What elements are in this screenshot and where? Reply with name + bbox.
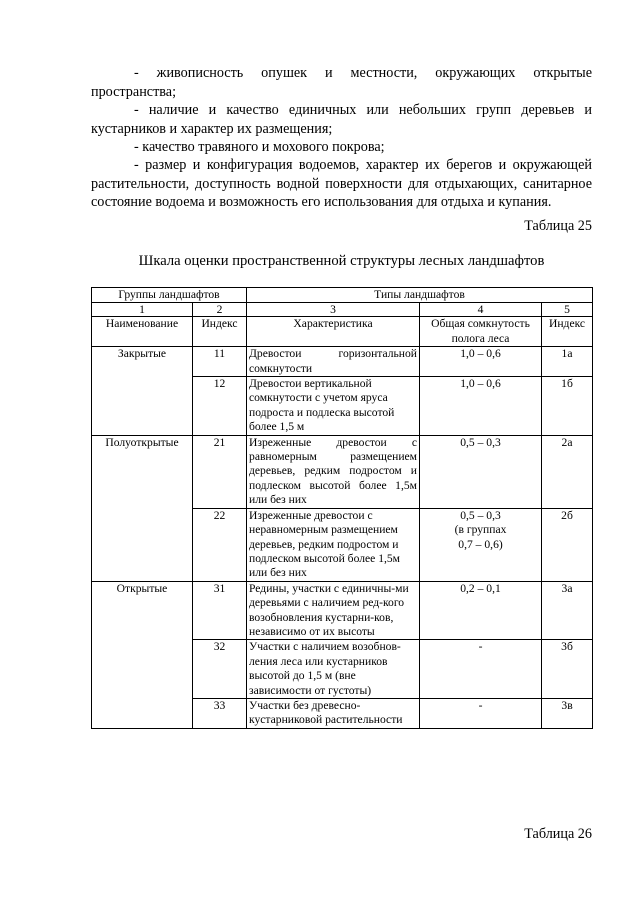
canopy-density: 1,0 – 0,6 xyxy=(420,377,542,436)
canopy-density: 0,5 – 0,3 xyxy=(460,508,501,522)
type-description: Изреженные древостои с неравномерным размещением деревьев, редким подростом и подлеском высотой более 1,5м или без них xyxy=(247,508,420,581)
column-header-code: Индекс xyxy=(542,317,593,347)
canopy-density: 0,5 – 0,3 xyxy=(420,435,542,508)
type-code: 2б xyxy=(542,508,593,581)
column-header-row xyxy=(92,317,593,347)
canopy-density: - xyxy=(420,698,542,728)
group-name: Открытые xyxy=(92,581,193,728)
table-row xyxy=(92,435,593,508)
type-description: Изреженные древостои с равномерным размещением деревьев, редким подростом и подлеском высотой более 1,5м или без них xyxy=(247,435,420,508)
table-25-label: Таблица 25 xyxy=(524,218,592,234)
type-index: 22 xyxy=(193,508,247,581)
column-header-description: Характеристика xyxy=(247,317,420,347)
canopy-density-note: (в группах xyxy=(454,523,507,537)
type-description: Участки без древесно-кустарниковой растительности xyxy=(247,698,420,728)
paragraph-water: - размер и конфигурация водоемов, характер их берегов и окружающей растительности, доступность водной поверхности для отдыхающих, санитарное состояние водоема и возможность его использования для отдыха и купания. xyxy=(91,157,592,210)
column-number: 4 xyxy=(420,303,542,317)
type-index: 31 xyxy=(193,581,247,640)
column-header-name: Наименование xyxy=(92,317,193,347)
type-code: 1а xyxy=(542,347,593,377)
paragraph-grass: - качество травяного и мохового покрова; xyxy=(134,139,385,155)
type-code: 1б xyxy=(542,377,593,436)
column-number-row xyxy=(92,303,593,317)
canopy-density: 1,0 – 0,6 xyxy=(420,347,542,377)
type-index: 11 xyxy=(193,347,247,377)
group-header: Группы ландшафтов xyxy=(92,288,247,303)
group-name: Полуоткрытые xyxy=(92,435,193,581)
column-number: 3 xyxy=(247,303,420,317)
type-index: 33 xyxy=(193,698,247,728)
canopy-density-note: 0,7 – 0,6) xyxy=(458,537,503,551)
paragraph-trees: - наличие и качество единичных или небольших групп деревьев и кустарников и характер их размещения; xyxy=(91,102,592,137)
landscape-structure-table xyxy=(91,287,593,729)
canopy-density: 0,2 – 0,1 xyxy=(420,581,542,640)
type-index: 32 xyxy=(193,640,247,699)
table-row xyxy=(92,581,593,640)
type-header: Типы ландшафтов xyxy=(247,288,593,303)
canopy-density: - xyxy=(420,640,542,699)
type-code: 3а xyxy=(542,581,593,640)
column-number: 2 xyxy=(193,303,247,317)
type-code: 3б xyxy=(542,640,593,699)
table-group-header-row xyxy=(92,288,593,303)
canopy-density-cell xyxy=(420,508,542,581)
type-description: Древостои вертикальной сомкнутости с учетом яруса подроста и подлеска высотой более 1,5 м xyxy=(247,377,420,436)
type-description: Участки с наличием возобнов-ления леса или кустарников высотой до 1,5 м (вне зависимости от густоты) xyxy=(247,640,420,699)
type-code: 3в xyxy=(542,698,593,728)
type-index: 21 xyxy=(193,435,247,508)
type-index: 12 xyxy=(193,377,247,436)
table-26-label: Таблица 26 xyxy=(524,826,592,842)
type-description: Древостои горизонтальной сомкнутости xyxy=(247,347,420,377)
type-code: 2а xyxy=(542,435,593,508)
table-title: Шкала оценки пространственной структуры лесных ландшафтов xyxy=(138,253,545,269)
paragraph-edges: - живописность опушек и местности, окружающих открытые пространства; xyxy=(91,65,592,100)
table-row xyxy=(92,347,593,377)
column-number: 1 xyxy=(92,303,193,317)
column-header-index: Индекс xyxy=(193,317,247,347)
group-name: Закрытые xyxy=(92,347,193,435)
column-number: 5 xyxy=(542,303,593,317)
column-header-density: Общая сомкнутость полога леса xyxy=(420,317,542,347)
type-description: Редины, участки с единичны-ми деревьями с наличием ред-кого возобновления кустарни-ков, независимо от их высоты xyxy=(247,581,420,640)
